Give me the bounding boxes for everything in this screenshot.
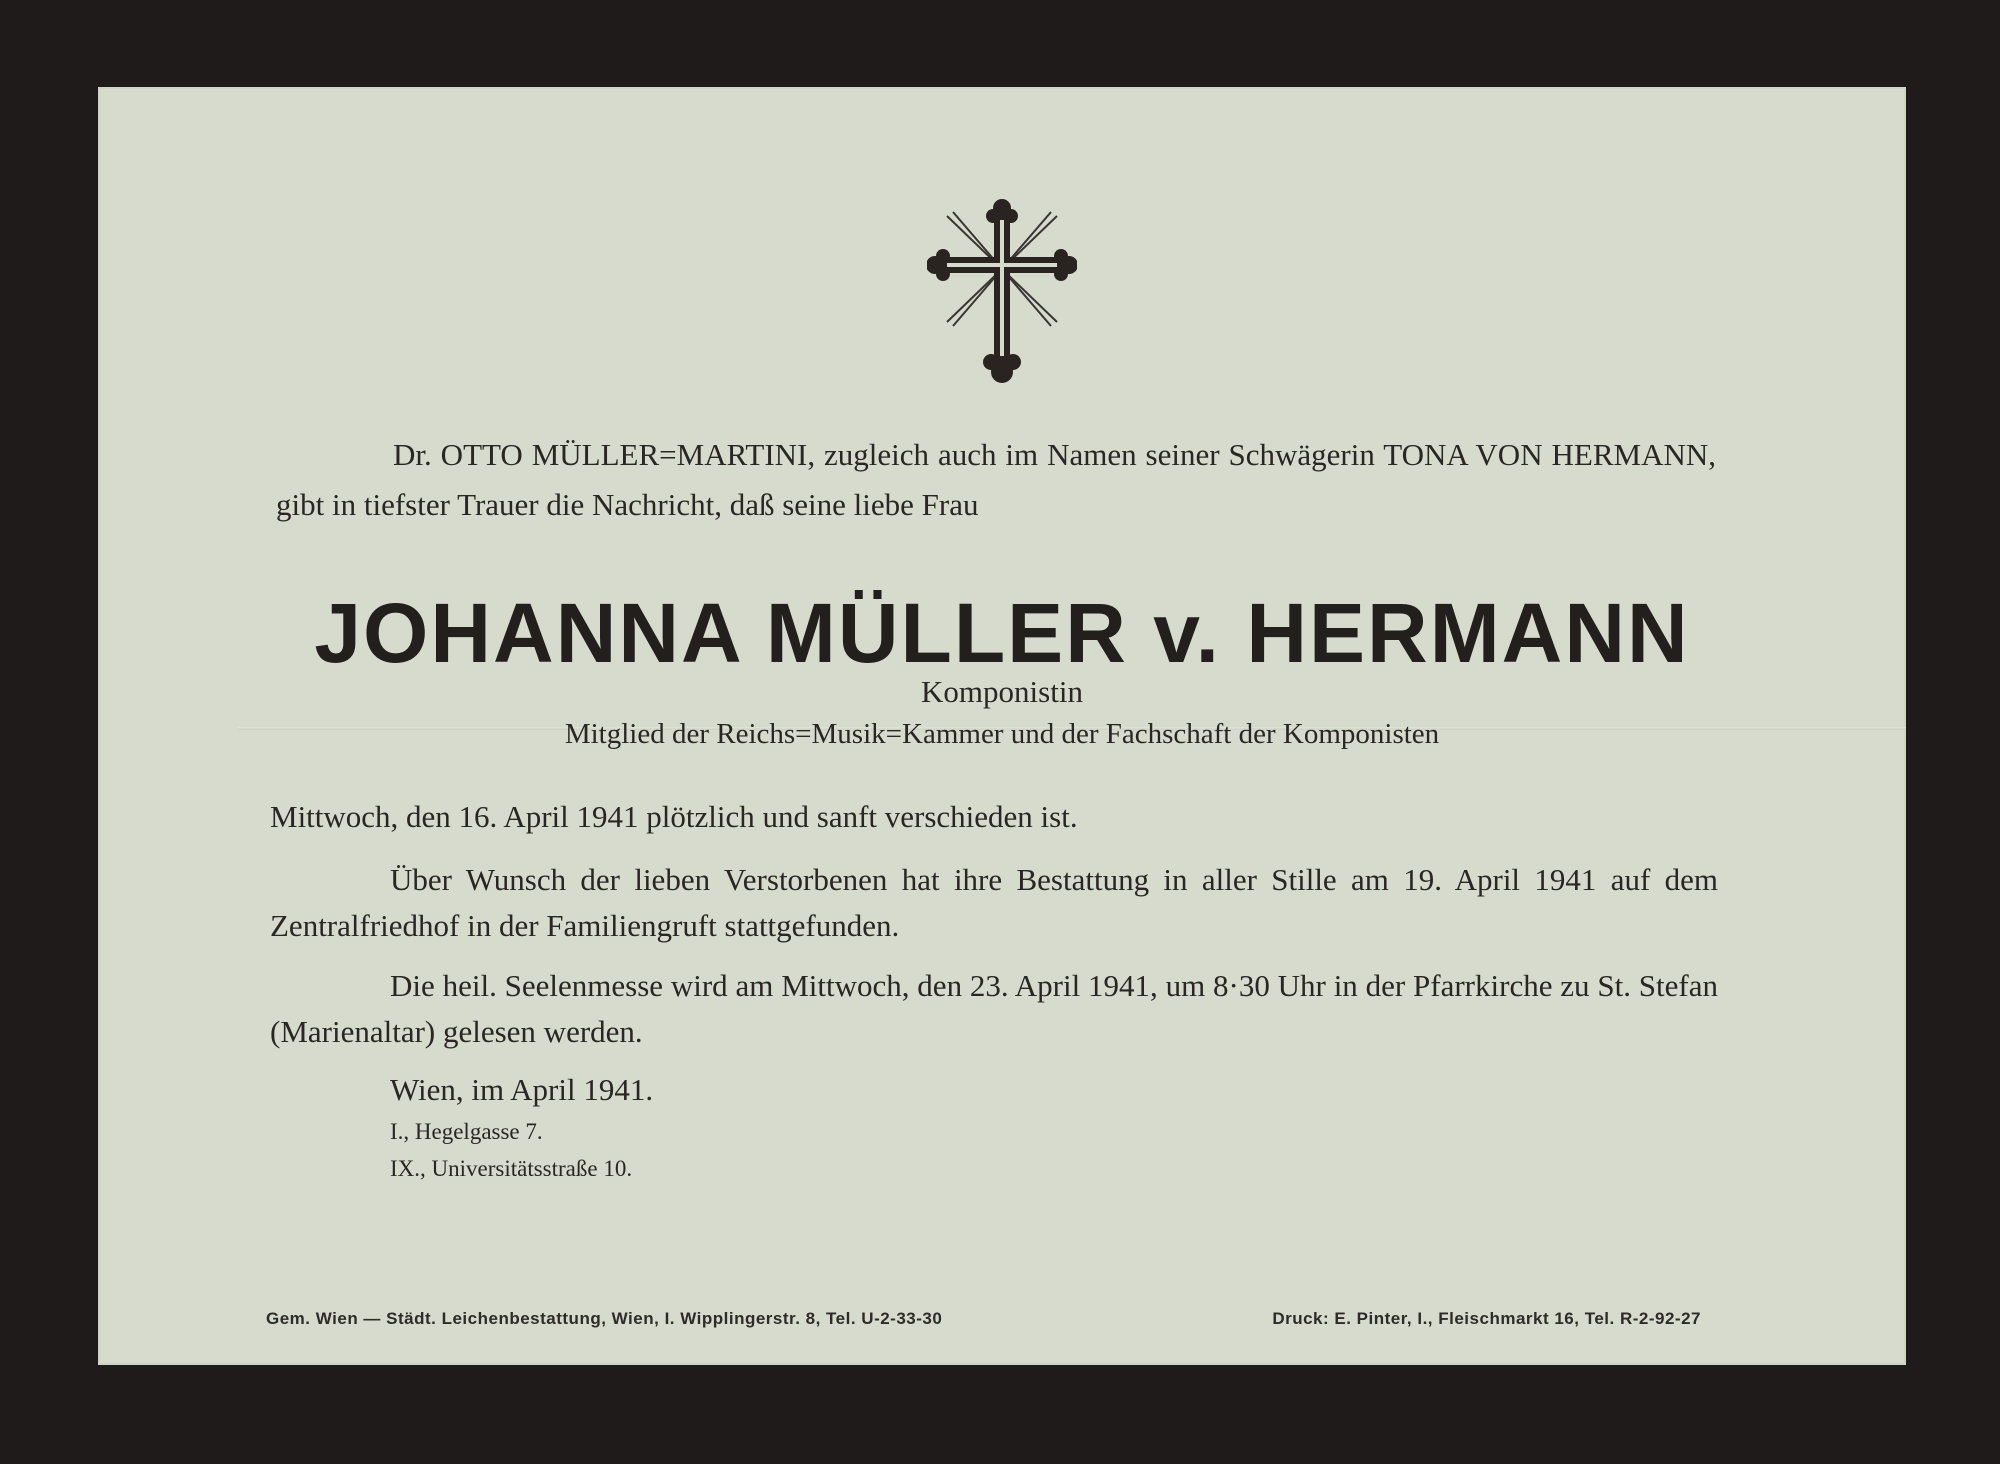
- place-date: Wien, im April 1941.: [390, 1072, 654, 1107]
- intro-text: Dr. OTTO MÜLLER=MARTINI, zugleich auch im Namen seiner Schwägerin TONA VON HERMANN, gibt in tiefster Trauer die Nachricht, daß seine liebe Frau: [276, 437, 1716, 522]
- death-date-text: Mittwoch, den 16. April 1941 plötzlich und sanft verschieden ist.: [270, 799, 1078, 834]
- cross-icon: [927, 194, 1077, 394]
- requiem-text: Die heil. Seelenmesse wird am Mittwoch, den 23. April 1941, um 8·30 Uhr in der Pfarrkirche zu St. Stefan (Marienaltar) gelesen werden.: [270, 968, 1718, 1049]
- obituary-card: [98, 87, 1906, 1365]
- burial-text: Über Wunsch der lieben Verstorbenen hat ihre Bestattung in aller Stille am 19. April 1941 auf dem Zentralfriedhof in der Familiengruft stattgefunden.: [270, 862, 1718, 943]
- footer-undertaker: Gem. Wien — Städt. Leichenbestattung, Wien, I. Wipplingerstr. 8, Tel. U-2-33-30: [266, 1309, 943, 1328]
- membership-text: Mitglied der Reichs=Musik=Kammer und der Fachschaft der Komponisten: [564, 718, 1440, 750]
- footer-printer: Druck: E. Pinter, I., Fleischmarkt 16, Tel. R-2-92-27: [1272, 1309, 1701, 1328]
- profession: Komponistin: [921, 674, 1083, 709]
- address-line: I., Hegelgasse 7.: [390, 1119, 543, 1144]
- deceased-name: JOHANNA MÜLLER v. HERMANN: [314, 586, 1690, 680]
- address-line: IX., Universitätsstraße 10.: [390, 1156, 633, 1181]
